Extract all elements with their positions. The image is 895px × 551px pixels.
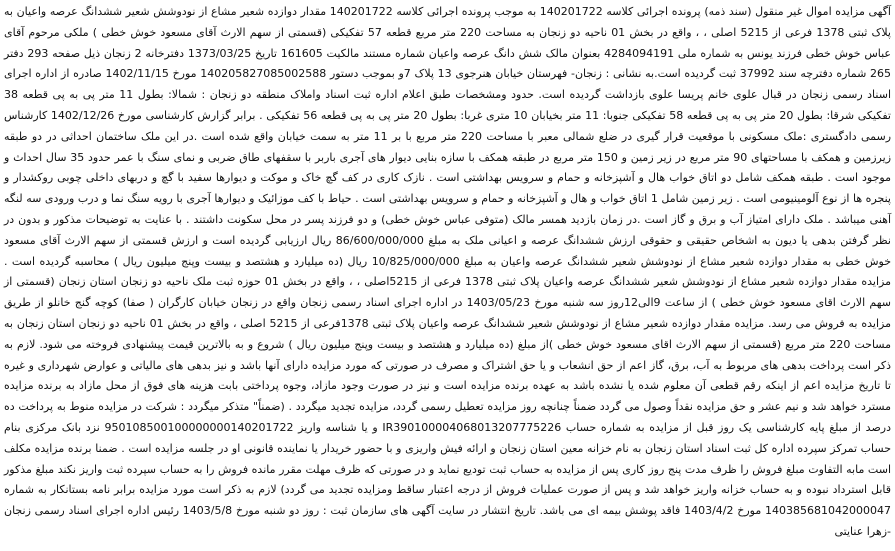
auction-notice-text: آگهی مزایده اموال غیر منقول (سند ذمه) پرونده اجرائی کلاسه 140201722 به موجب پرونده اجرائی کلاسه 140201722 مقدار دوازده شعیر مشاع از نودوشش شعیر ششدانگ عرصه واعیان به پلاک ثبتی 1378 فرعی از 5215 اصلی ، ، واقع در بخش 01 ناحیه دو زنجان به مساحت 220 متر مربع قطعه 57 تفکیکی (قسمتی از سهم الارث آقای مسعود خوش خطی ) ملکی مرحوم آقای عباس خوش خطی فرزند یونس به شماره ملی 4284094191 بعنوان مالک شش دانگ عرصه واعیان شماره مستند مالکیت 161605 تاریخ 1373/03/25 دفترخانه 2 زنجان ذیل صفحه 293 دفتر 265 شماره دفترچه سند 37992 ثبت گردیده است.به نشانی : زنجان- فهرستان خیابان هنرجوی 13 پلاک 7و بموجب دستور 140205827085002588 مورخ 1402/11/15 صادره از اداره اجرای اسناد رسمی زنجان در قبال علوی خانم پریسا علوی بازداشت گردیده است. حدود ومشخصات طبق اعلام اداره ثبت اسناد واملاک منطقه دو زنجان : شمالا: بطول 11 متر پی به پی قطعه 38 تفکیکی شرقا: بطول 20 متر پی به پی قطعه 58 تفکیکی جنوبا: 11 متر بخیابان 10 متری غربا: بطول 20 متر پی به پی قطعه 56 تفکیکی . برابر گزارش کارشناسی مورخ 1402/12/26 کارشناس رسمی دادگستری :ملک مسکونی با موقعیت قرار گیری در ضلع شمالی معبر با مساحت 220 متر مربع با بر 11 متر به سمت خیابان واقع شده است .در این ملک ساختمان احداثی در دو طبقه زیرزمین و همکف با مساحتهای 90 متر مربع در زیر زمین و 150 متر مربع در طبقه همکف با سازه بنایی دیوار های آجری باربر با سقفهای طاق ضربی و نمای سنگ با عمر حدود 35 سال احداث و موجود است . طبقه همکف شامل دو اتاق خواب هال و آشپزخانه و حمام و سرویس بهداشتی است . نازک کاری در کف گچ خاک و موکت و دیوارها سفید با گچ و دربهای داخلی چوبی روکشدار و پنجره ها از نوع آلومینیومی است . زیر زمین شامل 1 اتاق خواب و هال و آشپزخانه و حمام و سرویس بهداشتی است . حیاط با کف موزائیک و دیوارها آجری با رویه سنگ نما و درب ورودی سه لنگه آهنی میباشد . ملک دارای امتیاز آب و برق و گاز است .در زمان بازدید همسر مالک (متوفی عباس خوش خطی) و دو فرزند پسر در محل سکونت داشتند . با عنایت به توضیحات مذکور و بدون در نظر گرفتن بدهی یا دیون به اشخاص حقیقی و حقوقی ارزش ششدانگ عرصه و اعیانی ملک به مبلغ 86/600/000/000 ریال ارزیابی گردیده است و ارزش قسمتی از سهم الارث آقای مسعود خوش خطی به مقدار دوازده شعیر مشاع از نودوشش شعیر ششدانگ عرصه واعیان به مبلغ 10/825/000/000 ریال (ده میلیارد و هشتصد و بیست وپنج میلیون ریال ) محاسبه گردیده است . مزایده مقدار دوازده شعیر مشاع از نودوشش شعیر ششدانگ عرصه واعیان پلاک ثبتی 1378 فرعی از 5215اصلی ، ، واقع در بخش 01 حوزه ثبت ملک ناحیه دو زنجان استان زنجان (قسمتی از سهم الارث اقای مسعود خوش خطی ) از ساعت 9الی12روز سه شنبه مورخ 1403/05/23 در اداره اجرای اسناد رسمی زنجان واقع در زنجان خیابان کارگران ( صفا) کوچه گنج خانلو از طریق مزایده به فروش می رسد. مزایده مقدار دوازده شعیر مشاع از نودوشش شعیر ششدانگ عرصه واعیان پلاک ثبتی 1378فرعی از 5215 اصلی ، واقع در بخش 01 ناحیه دو زنجان استان زنجان به مساحت 220 متر مربع (قسمتی از سهم الارث اقای مسعود خوش خطی )از مبلغ (ده میلیارد و هشتصد و بیست وپنج میلیون ریال ) شروع و به بالاترین قیمت پیشنهادی فروخته می شود. لازم به ذکر است پرداخت بدهی های مربوط به آب، برق، گاز اعم از حق انشعاب و یا حق اشتراک و مصرف در صورتی که مورد مزایده دارای آنها باشد و نیز بدهی های مالیاتی و عوارض شهرداری و غیره تا تاریخ مزایده اعم از اینکه رقم قطعی آن معلوم شده یا نشده باشد به عهده برنده مزایده است و نیز در صورت وجود مازاد، وجوه پرداختی بابت هزینه های فوق از محل مازاد به برنده مزایده مسترد خواهد شد و نیم عشر و حق مزایده نقداً وصول می گردد ضمناً چنانچه روز مزایده تعطیل رسمی گردد، مزایده تجدید میگردد . (ضمناً" متذکر میگردد : شرکت در مزایده منوط به پرداخت ده درصد از مبلغ پایه کارشناسی یک روز قبل از مزایده به شماره حساب IR390100004068013207775226 و یا شناسه واریز 950108500100000000140201722 نزد بانک مرکزی بنام حساب تمرکز سپرده اداره کل ثبت اسناد استان زنجان به نام خزانه معین استان زنجان و ارائه فیش واریزی و با حضور خریدار یا نماینده قانونی او در جلسه مزایده است . ضمنا برنده مزایده مکلف است مابه التفاوت مبلغ فروش را ظرف مدت پنج روز کاری پس از مزایده به حساب ثبت تودیع نماید و در صورتی که ظرف مهلت مقرر مانده فروش را به حساب سپرده ثبت واریز نکند مبلغ مذکور قابل استرداد نبوده و به حساب خزانه واریز خواهد شد و پس از صورت عملیات فروش از درجه اعتبار ساقط ومزایده تجدید می گردد) لازم به ذکر است مورد مزایده برابر نامه بستانکار به شماره 140385681042000047 مورخ 1403/4/2 فاقد پوشش بیمه ای می باشد. تاریخ انتشار در سایت آگهی های سازمان ثبت : روز دو شنبه مورخ 1403/5/8 رئیس اداره اجرای اسناد رسمی زنجان -زهرا عنایتی [4,5,892,538]
